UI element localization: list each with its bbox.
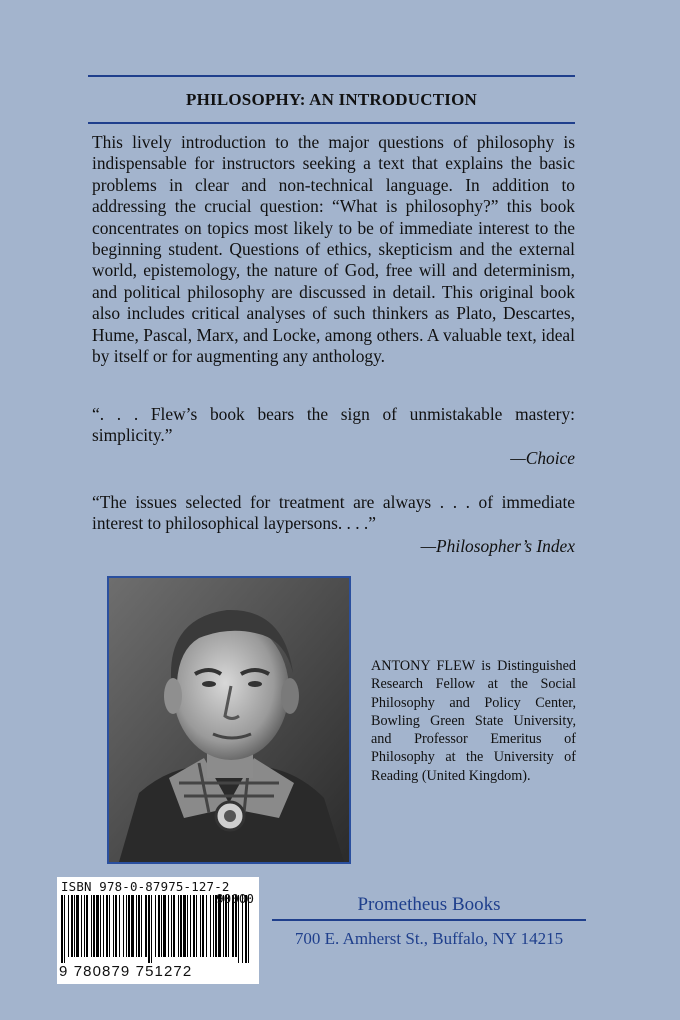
barcode-bar bbox=[163, 895, 166, 957]
book-description: This lively introduction to the major questions of philosophy is indispensable for instructors seeking a text that explains the basic problems in clear and non-technical language. In addition to addressing the crucial question: “What is philosophy?” this book concentrates on topics most likely to be of immediate interest to the beginning student. Questions of ethics, skepticism and the external world, epistemology, the nature of God, free will and determinism, and political philosophy are discussed in detail. This original book also includes critical analyses of such thinkers as Plato, Descartes, Hume, Pascal, Marx, and Locke, among others. A valuable text, ideal by itself or for augmenting any anthology. bbox=[92, 132, 575, 367]
review-quote-text: “The issues selected for treatment are always . . . of immediate interest to philosophical laypersons. . . .” bbox=[92, 492, 575, 534]
ean-digits: 9 780879 751272 bbox=[59, 963, 193, 980]
barcode-bar bbox=[113, 895, 114, 957]
barcode-bar bbox=[190, 895, 191, 957]
barcode-bar bbox=[84, 895, 85, 957]
barcode-bar bbox=[100, 895, 101, 957]
barcode-bar bbox=[168, 895, 169, 957]
barcode-bar bbox=[119, 895, 120, 957]
barcode-bar bbox=[180, 895, 182, 957]
barcode-bar bbox=[151, 895, 152, 963]
review-quote-source: —Philosopher’s Index bbox=[420, 535, 575, 556]
barcode-bar bbox=[128, 895, 130, 957]
barcode-bar bbox=[61, 895, 63, 963]
barcode-bar bbox=[178, 895, 179, 957]
review-quote-source: —Choice bbox=[510, 447, 575, 468]
barcode-bar bbox=[103, 895, 104, 957]
barcode-bar bbox=[173, 895, 175, 957]
barcode-bar bbox=[183, 895, 186, 957]
barcode-bar bbox=[123, 895, 124, 957]
barcode-bar bbox=[91, 895, 92, 957]
publisher-rule bbox=[272, 919, 586, 921]
title-underline-rule bbox=[88, 122, 575, 124]
review-quote-choice bbox=[92, 404, 575, 469]
barcode-bar bbox=[141, 895, 142, 957]
barcode-bar bbox=[81, 895, 82, 957]
barcode-bar bbox=[161, 895, 162, 957]
top-rule bbox=[88, 75, 575, 77]
barcode-bar bbox=[187, 895, 188, 957]
barcode-bar bbox=[96, 895, 99, 957]
book-title: PHILOSOPHY: AN INTRODUCTION bbox=[186, 90, 477, 109]
publisher-name: Prometheus Books bbox=[357, 894, 501, 915]
barcode-bar bbox=[68, 895, 69, 957]
barcode-addon: 90000 bbox=[216, 891, 254, 906]
barcode-bar bbox=[74, 895, 75, 957]
barcode-bar bbox=[155, 895, 156, 957]
barcode-bar bbox=[106, 895, 108, 957]
barcode-bar bbox=[93, 895, 95, 957]
review-quote-philosophers-index bbox=[92, 492, 575, 557]
barcode-bar bbox=[109, 895, 110, 957]
barcode-bar bbox=[86, 895, 88, 957]
barcode-bar bbox=[71, 895, 73, 957]
barcode-bar bbox=[158, 895, 160, 957]
barcode-bar bbox=[131, 895, 134, 957]
barcode-bar bbox=[126, 895, 127, 957]
barcode-bar bbox=[145, 895, 147, 957]
barcode-bar bbox=[171, 895, 172, 957]
barcode-bar bbox=[76, 895, 79, 957]
barcode-bar bbox=[136, 895, 137, 957]
barcode-bar bbox=[148, 895, 150, 963]
barcode-bar bbox=[138, 895, 140, 957]
isbn-label: ISBN 978-0-87975-127-2 bbox=[61, 879, 230, 894]
barcode-bar bbox=[64, 895, 65, 963]
author-bio: ANTONY FLEW is Distinguished Research Fellow at the Social Philosophy and Policy Center, Bowling Green State University, and Professor Emeritus of Philosophy at the University of Reading (United Kingdom). bbox=[371, 658, 576, 784]
review-quote-text: “. . . Flew’s book bears the sign of unmistakable mastery: simplicity.” bbox=[92, 404, 575, 446]
author-photo bbox=[107, 576, 351, 864]
barcode-bar bbox=[115, 895, 117, 957]
publisher-address: 700 E. Amherst St., Buffalo, NY 14215 bbox=[294, 929, 564, 948]
